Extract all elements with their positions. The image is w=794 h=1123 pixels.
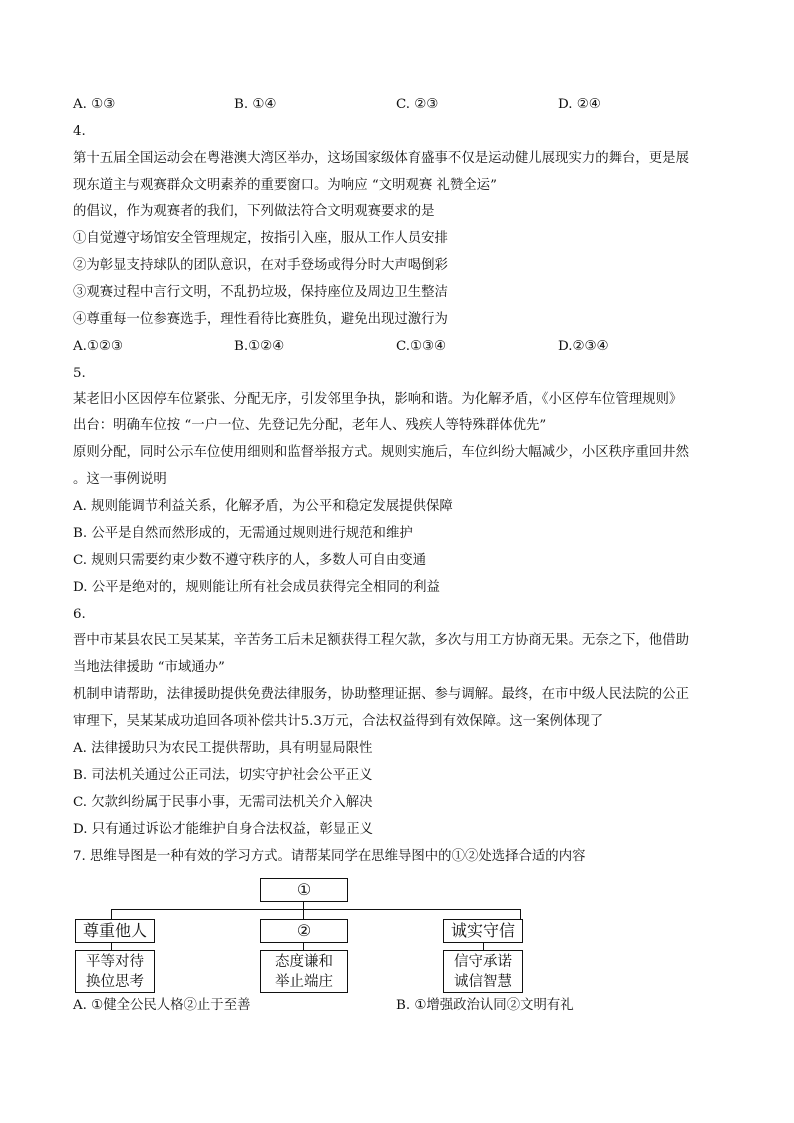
q3-option-d: D. ②④ xyxy=(558,97,601,112)
mindmap-branch-body xyxy=(260,950,348,993)
q4-statement: ④尊重每一位参赛选手，理性看待比赛胜负，避免出现过激行为 xyxy=(73,312,448,327)
q3-option-b: B. ①④ xyxy=(234,97,277,112)
q6-option-d: D. 只有通过诉讼才能维护自身合法权益，彰显正义 xyxy=(73,822,373,837)
q4-stem-line: 现东道主与观赛群众文明素养的重要窗口。为响应 “文明观赛 礼赞全运” xyxy=(73,178,497,193)
mindmap-branch-title: 诚实守信 xyxy=(443,919,523,943)
q6-stem-line: 晋中市某县农民工吴某某，辛苦务工后未足额获得工程欠款，多次与用工方协商无果。无奈之下，他借助 xyxy=(73,633,689,648)
mindmap-branch-text: 平等对待 xyxy=(86,954,144,970)
q4-option-c: C.①③④ xyxy=(396,339,447,354)
mindmap-branch-text: 换位思考 xyxy=(86,974,144,990)
q4-statement: ③观赛过程中言行文明，不乱扔垃圾，保持座位及周边卫生整洁 xyxy=(73,285,448,300)
mindmap-branch-text: 信守承诺 xyxy=(454,954,512,970)
q7-stem: 7. 思维导图是一种有效的学习方式。请帮某同学在思维导图中的①②处选择合适的内容 xyxy=(73,849,586,864)
mindmap-branch-title: ② xyxy=(260,919,348,943)
q6-option-b: B. 司法机关通过公正司法，切实守护社会公平正义 xyxy=(73,768,373,783)
q4-option-b: B.①②④ xyxy=(234,339,285,354)
mindmap-connector xyxy=(303,909,304,919)
mindmap-connector xyxy=(303,942,304,950)
q4-option-d: D.②③④ xyxy=(558,339,609,354)
mindmap-root-box: ① xyxy=(260,878,348,902)
mindmap-connector xyxy=(483,942,484,950)
q6-option-a: A. 法律援助只为农民工提供帮助，具有明显局限性 xyxy=(73,741,373,756)
q3-option-a: A. ①③ xyxy=(73,97,116,112)
mindmap-connector xyxy=(303,901,304,909)
q5-stem-line: 原则分配，同时公示车位使用细则和监督举报方式。规则实施后，车位纠纷大幅减少，小区秩序重回井然 xyxy=(73,445,689,460)
mindmap-branch-body xyxy=(443,950,523,993)
q6-number: 6. xyxy=(73,607,86,622)
q5-option-c: C. 规则只需要约束少数不遵守秩序的人，多数人可自由变通 xyxy=(73,553,427,568)
q5-option-a: A. 规则能调节利益关系，化解矛盾，为公平和稳定发展提供保障 xyxy=(73,499,453,514)
mindmap-branch-text: 举止端庄 xyxy=(275,974,333,990)
q7-mind-map xyxy=(73,876,533,996)
mindmap-connector xyxy=(111,909,112,919)
mindmap-connector xyxy=(111,909,521,910)
mindmap-branch-body xyxy=(75,950,155,993)
q6-option-c: C. 欠款纠纷属于民事小事，无需司法机关介入解决 xyxy=(73,795,373,810)
q4-statement: ②为彰显支持球队的团队意识，在对手登场或得分时大声喝倒彩 xyxy=(73,258,448,273)
mindmap-connector xyxy=(520,909,521,919)
mindmap-branch-title: 尊重他人 xyxy=(75,919,155,943)
q5-stem-line: 某老旧小区因停车位紧张、分配无序，引发邻里争执，影响和谐。为化解矛盾，《小区停车位管理规则》 xyxy=(73,392,683,407)
q4-stem-line: 的倡议，作为观赛者的我们，下列做法符合文明观赛要求的是 xyxy=(73,204,435,219)
q7-option-b: B. ①增强政治认同②文明有礼 xyxy=(396,998,574,1013)
q4-number: 4. xyxy=(73,124,86,139)
q5-option-b: B. 公平是自然而然形成的，无需通过规则进行规范和维护 xyxy=(73,526,413,541)
q6-stem-line: 审理下，吴某某成功追回各项补偿共计5.3万元，合法权益得到有效保障。这一案例体现了 xyxy=(73,714,604,729)
q7-option-a: A. ①健全公民人格②止于至善 xyxy=(73,998,251,1013)
q4-statement: ①自觉遵守场馆安全管理规定，按指引入座，服从工作人员安排 xyxy=(73,231,448,246)
mindmap-branch-text: 诚信智慧 xyxy=(454,974,512,990)
q6-stem-line: 机制申请帮助，法律援助提供免费法律服务，协助整理证据、参与调解。最终，在市中级人民法院的公正 xyxy=(73,687,689,702)
q4-stem-line: 第十五届全国运动会在粤港澳大湾区举办，这场国家级体育盛事不仅是运动健儿展现实力的舞台，更是展 xyxy=(73,151,689,166)
q5-option-d: D. 公平是绝对的，规则能让所有社会成员获得完全相同的利益 xyxy=(73,580,440,595)
mindmap-connector xyxy=(111,942,112,950)
mindmap-branch-text: 态度谦和 xyxy=(275,954,333,970)
q5-stem-line: 。这一事例说明 xyxy=(73,472,167,487)
q3-option-c: C. ②③ xyxy=(396,97,439,112)
q5-stem-line: 出台：明确车位按 “一户一位、先登记先分配，老年人、残疾人等特殊群体优先” xyxy=(73,418,547,433)
q6-stem-line: 当地法律援助 “市域通办” xyxy=(73,660,225,675)
q5-number: 5. xyxy=(73,366,86,381)
q4-option-a: A.①②③ xyxy=(73,339,123,354)
